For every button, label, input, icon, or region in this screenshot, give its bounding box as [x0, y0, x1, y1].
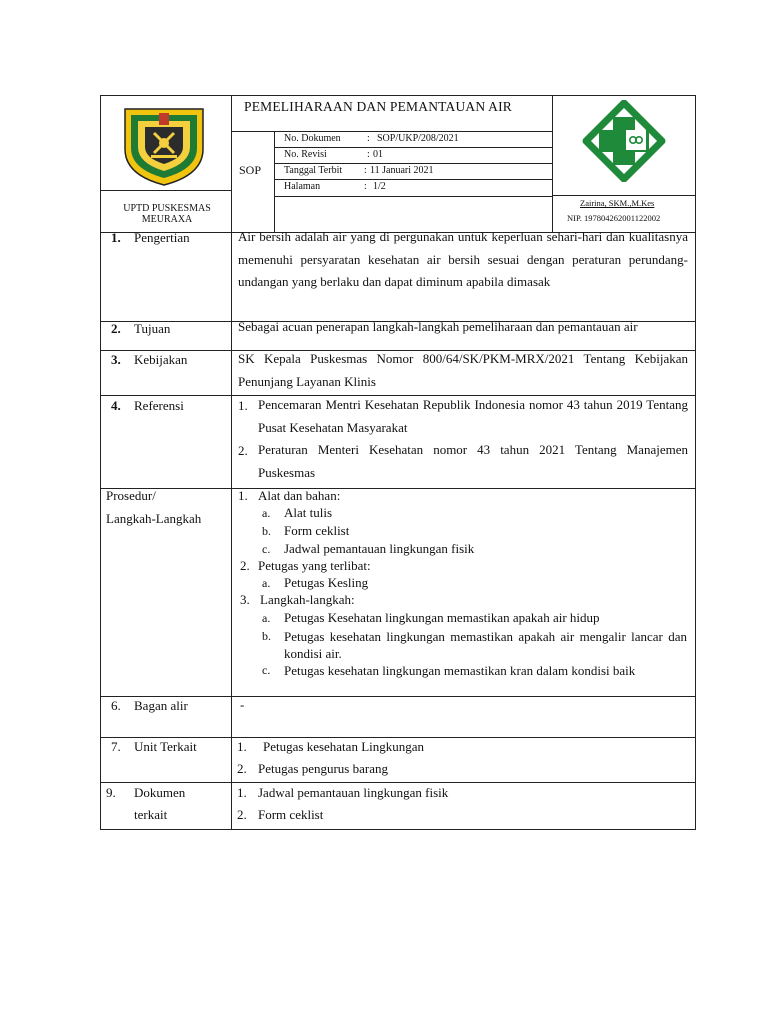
tujuan-text: Sebagai acuan penerapan langkah-langkah pemeliharaan dan pemantauan air — [238, 319, 638, 334]
row-label: Pengertian — [134, 230, 190, 245]
row-label: Dokumen — [134, 785, 186, 800]
list-letter: c. — [262, 542, 271, 556]
row-label: Bagan alir — [134, 698, 188, 713]
meta-value-doc-number: SOP/UKP/208/2021 — [377, 133, 459, 144]
list-item: Petugas pengurus barang — [258, 761, 388, 776]
row-number: 7. — [111, 739, 121, 754]
row-label: Unit Terkait — [134, 739, 197, 754]
row-number: 9. — [106, 785, 116, 800]
meta-value-date: 11 Januari 2021 — [370, 165, 434, 176]
bagan-value: - — [240, 697, 245, 712]
row-number: 3. — [111, 352, 121, 367]
list-number: 1. — [237, 739, 247, 754]
row-label: Referensi — [134, 398, 184, 413]
list-number: 2. — [237, 807, 247, 822]
meta-label: No. Revisi — [284, 149, 327, 160]
meta-label: No. Dokumen — [284, 133, 341, 144]
meta-sep: : — [364, 165, 367, 176]
meta-label: Tanggal Terbit — [284, 165, 343, 176]
row-number: 4. — [111, 398, 121, 413]
meta-label: Halaman — [284, 181, 321, 192]
list-number: 1. — [238, 488, 248, 503]
signer-name: Zairina, SKM.,M.Kes — [580, 198, 655, 208]
list-item: Jadwal pemantauan lingkungan fisik — [258, 785, 449, 800]
signer-nip: NIP. 197804262001122002 — [567, 213, 661, 223]
meta-value-page: 1/2 — [373, 181, 386, 192]
row-number: 6. — [111, 698, 121, 713]
pengertian-text: Air bersih adalah air yang di pergunakan untuk keperluan sehari-hari dan kualitasnya memenuhi persyaratan kesehatan air bersih sesuai dengan peraturan perundang-undangan yang berlaku dan dapat diminum apabila dimasak — [238, 229, 688, 289]
referensi-item: Peraturan Menteri Kesehatan nomor 43 tahun 2021 Tentang Manajemen Puskesmas — [258, 442, 688, 480]
referensi-item: Pencemaran Mentri Kesehatan Republik Indonesia nomor 43 tahun 2019 Tentang Pusat Kesehatan Masyarakat — [258, 397, 688, 435]
list-item: Form ceklist — [258, 807, 324, 822]
list-letter: a. — [262, 611, 271, 625]
list-number: 2. — [238, 443, 248, 458]
meta-sep: : — [367, 149, 370, 160]
list-number: 2. — [237, 761, 247, 776]
list-item: Form ceklist — [284, 523, 350, 538]
list-number: 2. — [240, 558, 250, 573]
list-item: Jadwal pemantauan lingkungan fisik — [284, 541, 475, 556]
list-letter: b. — [262, 629, 271, 643]
list-item: Petugas kesehatan lingkungan memastikan kran dalam kondisi baik — [284, 663, 636, 678]
row-label: terkait — [134, 807, 168, 822]
row-label: Langkah-Langkah — [106, 511, 202, 526]
row-label: Tujuan — [134, 321, 171, 336]
list-letter: c. — [262, 663, 271, 677]
list-item: Petugas kesehatan Lingkungan — [263, 739, 425, 754]
column-divider — [231, 232, 232, 830]
document-title: PEMELIHARAAN DAN PEMANTAUAN AIR — [244, 99, 512, 114]
section-title: Alat dan bahan: — [258, 488, 341, 503]
section-title: Langkah-langkah: — [260, 592, 355, 607]
list-number: 1. — [238, 398, 248, 413]
row-label: Prosedur/ — [106, 488, 156, 503]
org-name-line2: MEURAXA — [141, 214, 193, 225]
list-item: Petugas Kesling — [284, 575, 369, 590]
sop-label: SOP — [239, 163, 262, 177]
section-title: Petugas yang terlibat: — [258, 558, 371, 573]
list-letter: a. — [262, 506, 271, 520]
row-bagan — [100, 696, 696, 738]
sop-cell — [231, 131, 275, 233]
row-label: Kebijakan — [134, 352, 188, 367]
meta-sep: : — [364, 181, 367, 192]
row-number: 2. — [111, 321, 121, 336]
org-name-line1: UPTD PUSKESMAS — [123, 203, 211, 214]
list-number: 3. — [240, 592, 250, 607]
list-item: Petugas Kesehatan lingkungan memastikan apakah air hidup — [284, 610, 600, 625]
regional-crest-icon — [121, 103, 207, 187]
row-number: 1. — [111, 230, 121, 245]
list-letter: b. — [262, 524, 271, 538]
meta-sep: : — [367, 133, 370, 144]
list-item: Petugas kesehatan lingkungan memastikan apakah air mengalir lancar dan kondisi air. — [284, 629, 687, 661]
puskesmas-logo-icon — [582, 100, 666, 182]
meta-value-revision: 01 — [373, 149, 383, 160]
list-item: Alat tulis — [284, 505, 333, 520]
list-letter: a. — [262, 576, 271, 590]
list-number: 1. — [237, 785, 247, 800]
kebijakan-text: SK Kepala Puskesmas Nomor 800/64/SK/PKM-MRX/2021 Tentang Kebijakan Penunjang Layanan Klinis — [238, 351, 688, 389]
